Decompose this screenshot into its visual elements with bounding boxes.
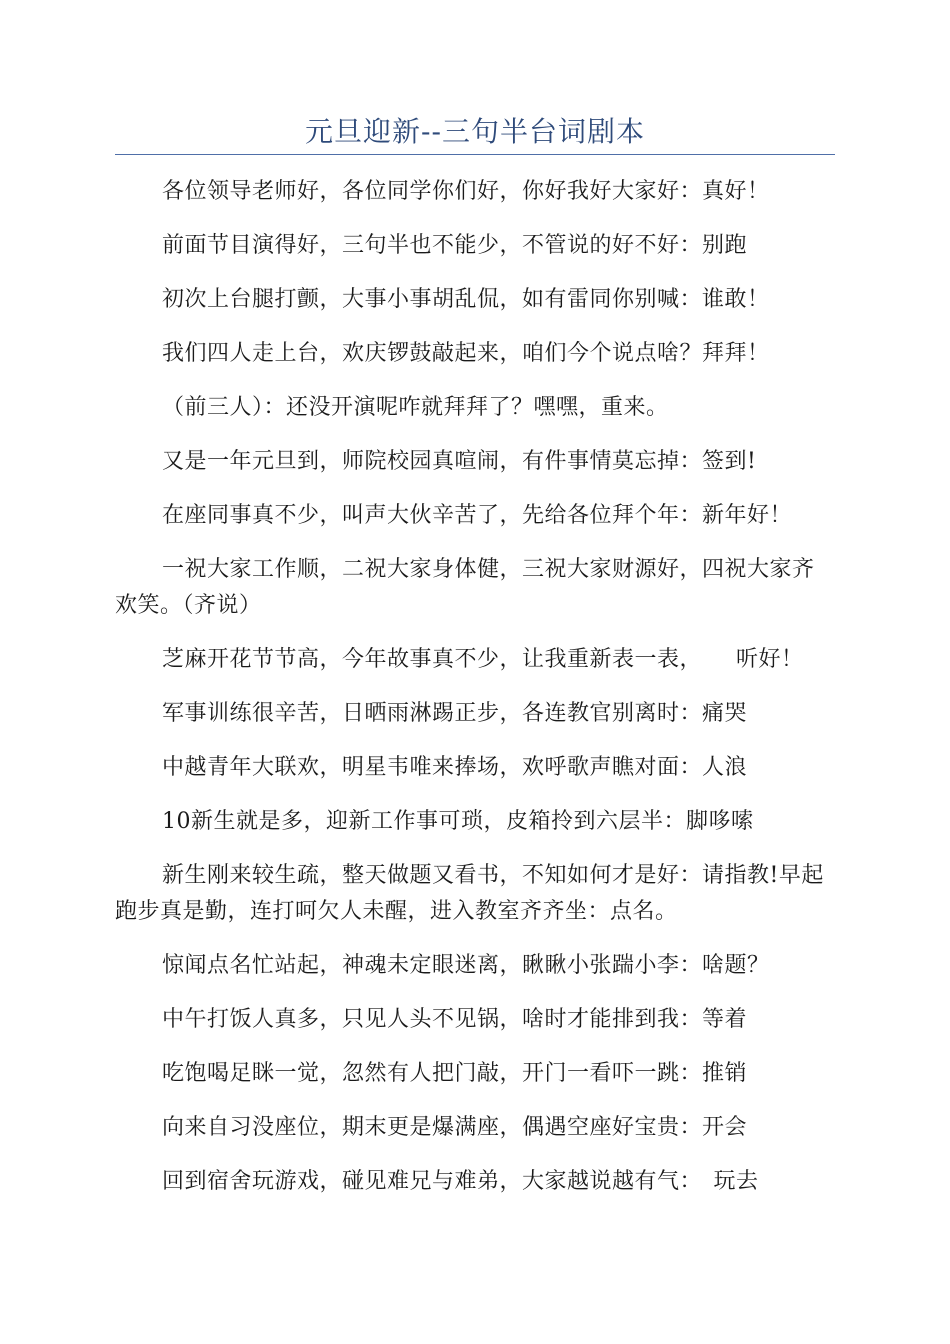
- paragraph: 我们四人走上台，欢庆锣鼓敲起来，咱们今个说点啥？拜拜！: [162, 341, 770, 366]
- paragraph: 又是一年元旦到，师院校园真喧闹，有件事情莫忘掉：签到!: [162, 449, 757, 474]
- title-underline: [115, 154, 835, 155]
- paragraph: 一祝大家工作顺，二祝大家身体健，三祝大家财源好，四祝大家齐欢笑。（齐说）: [115, 557, 815, 618]
- paragraph: 芝麻开花节节高，今年故事真不少，让我重新表一表， 听好！: [162, 647, 804, 672]
- paragraph: 中越青年大联欢，明星韦唯来捧场，欢呼歌声瞧对面：人浪: [162, 755, 748, 780]
- document-body: [115, 174, 835, 1218]
- page-title: 元旦迎新--三句半台词剧本: [305, 115, 645, 148]
- paragraph: 新生刚来较生疏，整天做题又看书，不知如何才是好：请指教!早起跑步真是勤，连打呵欠人未醒，进入教室齐齐坐：点名。: [115, 863, 824, 924]
- paragraph: 各位领导老师好，各位同学你们好，你好我好大家好：真好！: [162, 179, 770, 204]
- paragraph: 中午打饭人真多，只见人头不见锅，啥时才能排到我：等着: [162, 1007, 748, 1032]
- paragraph: 在座同事真不少，叫声大伙辛苦了，先给各位拜个年：新年好！: [162, 503, 793, 528]
- paragraph: （前三人）：还没开演呢咋就拜拜了？嘿嘿，重来。: [162, 395, 669, 420]
- paragraph: 10新生就是多，迎新工作事可琐，皮箱拎到六层半：脚哆嗦: [162, 809, 754, 834]
- paragraph: 军事训练很辛苦，日晒雨淋踢正步，各连教官别离时：痛哭: [162, 701, 748, 726]
- paragraph: 吃饱喝足眯一觉，忽然有人把门敲，开门一看吓一跳：推销: [162, 1061, 748, 1086]
- paragraph: 回到宿舍玩游戏，碰见难兄与难弟，大家越说越有气： 玩去: [162, 1169, 759, 1194]
- paragraph: 向来自习没座位，期末更是爆满座，偶遇空座好宝贵：开会: [162, 1115, 748, 1140]
- paragraph: 惊闻点名忙站起，神魂未定眼迷离，瞅瞅小张踹小李：啥题？: [162, 953, 770, 978]
- paragraph: 前面节目演得好，三句半也不能少，不管说的好不好：别跑: [162, 233, 748, 258]
- paragraph: 初次上台腿打颤，大事小事胡乱侃，如有雷同你别喊：谁敢！: [162, 287, 770, 312]
